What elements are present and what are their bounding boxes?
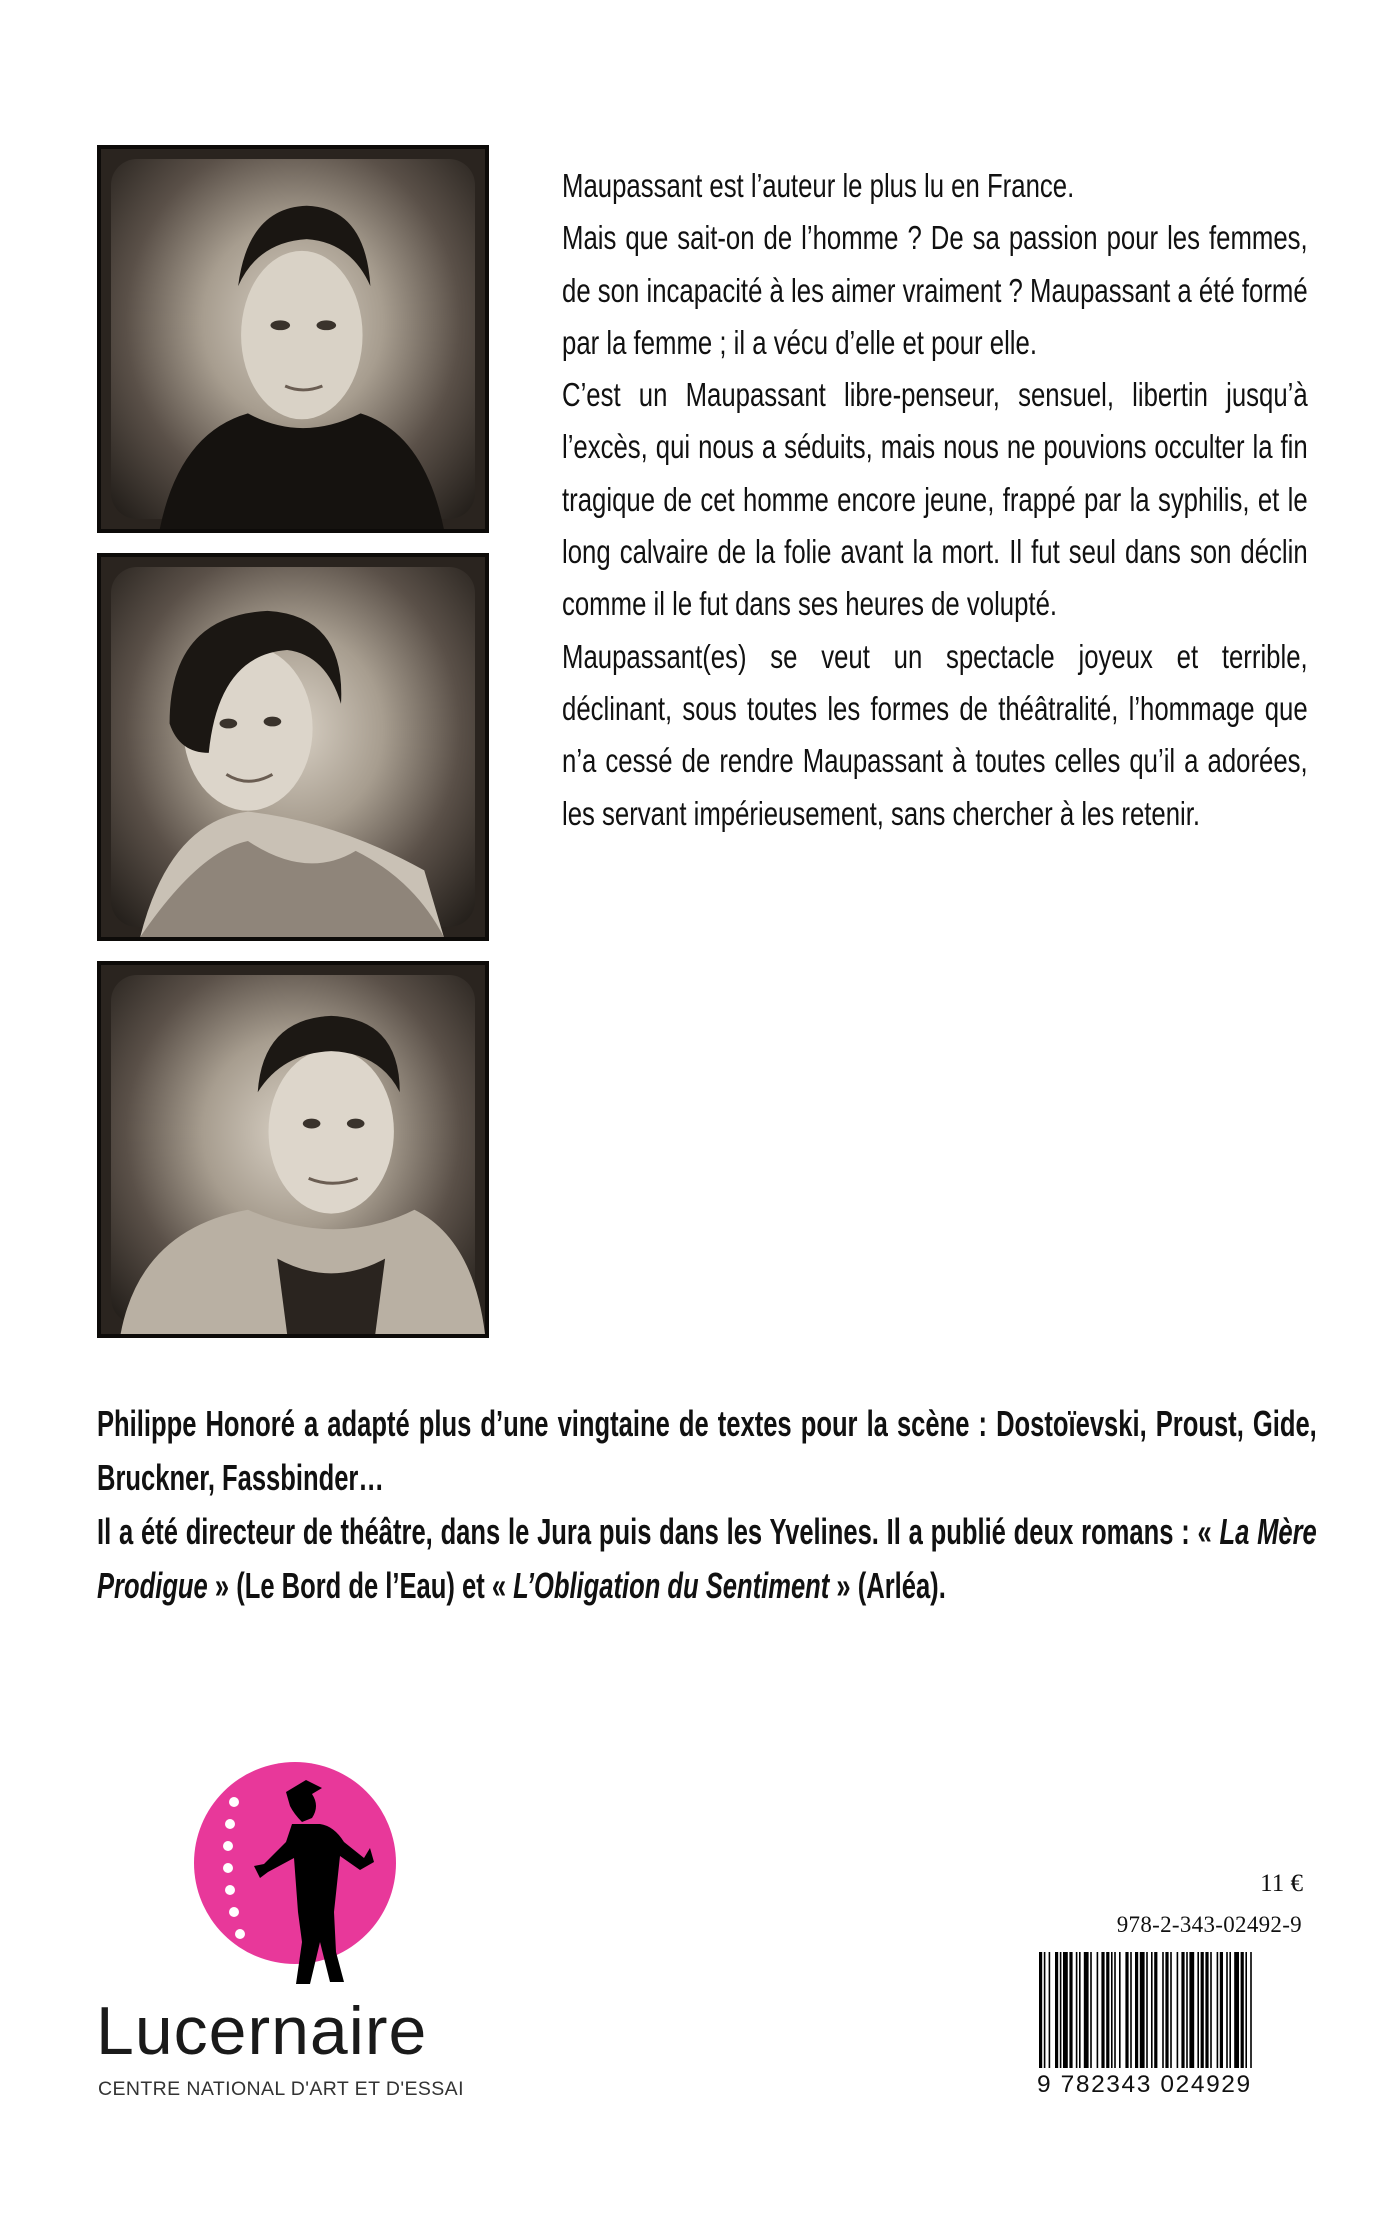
bio-paragraph: [97, 1505, 1317, 1613]
barcode-bar: [1076, 1952, 1078, 2068]
barcode: [1037, 1952, 1304, 2068]
barcode-bar: [1210, 1952, 1212, 2068]
barcode-bar: [1114, 1952, 1116, 2068]
barcode-bar: [1181, 1952, 1184, 2068]
barcode-bar: [1125, 1952, 1128, 2068]
barcode-bar: [1162, 1952, 1164, 2068]
lucernaire-logo: [96, 1762, 506, 2102]
synopsis-paragraph: Maupassant est l’auteur le plus lu en France.: [562, 167, 1075, 204]
barcode-bar: [1177, 1952, 1179, 2068]
barcode-digits: 9 782343 024929: [1037, 2071, 1252, 2098]
barcode-bar: [1220, 1952, 1223, 2068]
price: 11 €: [1260, 1870, 1303, 1897]
bio-paragraph: Philippe Honoré a adapté plus d’une vingtaine de textes pour la scène : Dostoïevski, Proust, Gide, Bruckner, Fassbinder…: [97, 1403, 1317, 1498]
synopsis-paragraph: C’est un Maupassant libre-penseur, sensuel, libertin jusqu’à l’excès, qui nous a séduits, mais nous ne pouvions occulter la fin tragique de cet homme encore jeune, frappé par la syphilis, et le long calvaire de la folie avant la mort. Il fut seul dans son déclin comme il le fut dans ses heures de volupté.: [562, 376, 1308, 623]
barcode-bar: [1049, 1952, 1051, 2068]
barcode-bar: [1146, 1952, 1148, 2068]
barcode-bar: [1197, 1952, 1199, 2068]
barcode-bar: [1170, 1952, 1172, 2068]
synopsis-paragraph: Mais que sait-on de l’homme ? De sa passion pour les femmes, de son incapacité à les aimer vraiment ? Maupassant a été formé par la femme ; il a vécu d’elle et pour elle.: [562, 219, 1308, 361]
barcode-bar: [1063, 1952, 1068, 2068]
barcode-bar: [1135, 1952, 1138, 2068]
barcode-bar: [1039, 1952, 1042, 2068]
actor-photo-2: [97, 961, 489, 1338]
isbn: 978-2-343-02492-9: [1116, 1912, 1302, 1937]
author-bio: [97, 1397, 1317, 1613]
bio-text: » (Le Bord de l’Eau) et «: [207, 1565, 514, 1606]
logo-wordmark: Lucernaire: [96, 1993, 428, 2069]
synopsis-paragraph: Maupassant(es) se veut un spectacle joyeux et terrible, déclinant, sous toutes les formes de théâtralité, l’hommage que n’a cessé de rendre Maupassant à toutes celles qu’il a adorées, les servant impérieusement, sans chercher à les retenir.: [562, 637, 1308, 832]
barcode-bar: [1097, 1952, 1099, 2068]
barcode-bar: [1245, 1952, 1247, 2068]
barcode-bar: [1151, 1952, 1153, 2068]
bio-text: Il a été directeur de théâtre, dans le Jura puis dans les Yvelines. Il a publié deux romans : «: [97, 1511, 1220, 1552]
logo-subtitle: CENTRE NATIONAL D'ART ET D'ESSAI: [98, 2078, 464, 2100]
barcode-bar: [1165, 1952, 1168, 2068]
barcode-bar: [1189, 1952, 1194, 2068]
barcode-bar: [1217, 1952, 1219, 2068]
barcode-bar: [1055, 1952, 1058, 2068]
bio-text: » (Arléa).: [829, 1565, 946, 1606]
barcode-bar: [1154, 1952, 1157, 2068]
barcode-bar: [1060, 1952, 1062, 2068]
barcode-bar: [1205, 1952, 1208, 2068]
barcode-bar: [1140, 1952, 1145, 2068]
barcode-bar: [1106, 1952, 1109, 2068]
barcode-bar: [1226, 1952, 1228, 2068]
book-title: L’Obligation du Sentiment: [513, 1565, 830, 1606]
barcode-bar: [1186, 1952, 1188, 2068]
barcode-bar: [1234, 1952, 1239, 2068]
barcode-bar: [1241, 1952, 1244, 2068]
barcode-bar: [1079, 1952, 1081, 2068]
logo-figure-icon: [194, 1762, 434, 1992]
barcode-bar: [1229, 1952, 1231, 2068]
barcode-bar: [1130, 1952, 1132, 2068]
actress-photo: [97, 553, 489, 941]
barcode-bar: [1101, 1952, 1104, 2068]
barcode-bar: [1084, 1952, 1089, 2068]
barcode-bar: [1119, 1952, 1121, 2068]
barcode-bar: [1090, 1952, 1092, 2068]
actor-photo-1: [97, 145, 489, 533]
synopsis-text: [562, 160, 1308, 840]
barcode-bar: [1069, 1952, 1072, 2068]
barcode-bar: [1201, 1952, 1204, 2068]
book-title: La Mère Prodigue: [97, 1511, 1317, 1606]
barcode-bar: [1044, 1952, 1046, 2068]
barcode-bar: [1111, 1952, 1113, 2068]
barcode-bar: [1250, 1952, 1252, 2068]
